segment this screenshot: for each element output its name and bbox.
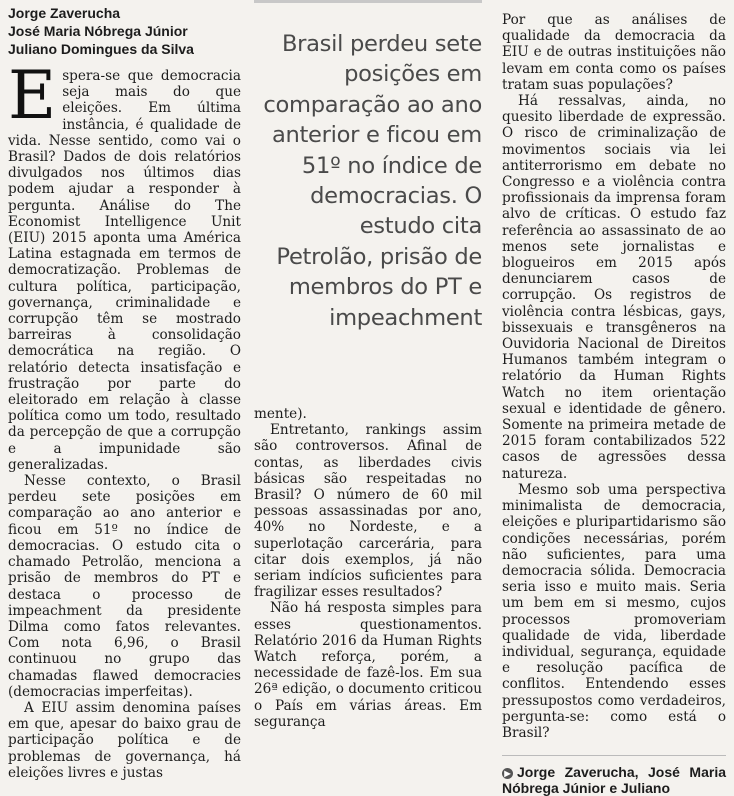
footer-authors-text: Jorge Zaverucha, José Maria Nóbrega Júnior e Juliano — [502, 764, 726, 796]
body-paragraph: Por que as análises de qualidade da democracia da EIU e de outras instituições não levam em conta como os países tratam suas populações? — [502, 12, 726, 93]
body-paragraph: Nesse contexto, o Brasil perdeu sete posições em comparação ao ano anterior e ficou em 51º no índice de democracias. O estudo cita o chamado Petrolão, menciona a prisão de membros do PT e destaca o processo de impeachment da presidente Dilma como fatos relevantes. Com nota 6,96, o Brasil continuou no grupo das chamadas flawed democracies (democracias imperfeitas). — [8, 473, 241, 700]
lead-paragraph — [8, 57, 241, 473]
author-block — [8, 0, 241, 58]
pull-quote-line: anterior e ficou em — [271, 122, 482, 149]
author-name: Jorge Zaverucha — [8, 5, 121, 21]
pull-quote-line: Petrolão, prisão de — [276, 243, 482, 270]
column-1 — [8, 0, 241, 781]
body-paragraph: Há ressalvas, ainda, no quesito liberdade de expressão. O risco de criminalização de movimentos sociais via lei antiterrorismo em debate no Congresso e a violência contra profissionais da imprensa foram alvo de críticas. O estudo faz referência ao assassinato de ao menos sete jornalistas e blogueiros em 2015 após denunciarem casos de corrupção. Os registros de violência contra lésbicas, gays, bissexuais e transgêneros na Ouvidoria Nacional de Direitos Humanos também integram o relatório da Human Rights Watch no item orientação sexual e identidade de gênero. Somente na primeira metade de 2015 foram contabilizados 522 casos de agressões dessa natureza. — [502, 93, 726, 482]
pull-quote-line: comparação ao ano — [263, 91, 482, 118]
lead-paragraph-text: spera-se que democracia seja mais do que eleições. Em última instância, é qualidade de vida. Nesse sentido, como vai o Brasil? Dados de dois relatórios divulgados nos últimos dias podem ajudar a responder à pergunta. Análise do The Economist Intelligence Unit (EIU) 2015 aponta uma América Latina estagnada em termos de democratização. Problemas de cultura política, participação, governança, criminalidade e corrupção têm se mostrado barreiras à consolidação democrática na região. O relatório detecta insatisfação e frustração por parte do eleitorado em relação à classe política como um todo, resultado da percepção de que a corrupção e a impunidade são generalizadas. — [8, 68, 241, 473]
pull-quote-line: impeachment — [329, 304, 482, 331]
body-paragraph: Mesmo sob uma perspectiva minimalista de democracia, eleições e pluripartidarismo são condições necessárias, porém não suficientes, para uma democracia sólida. Democracia seria isso e muito mais. Seria um bem em si mesmo, cujos processos promoveriam qualidade de vida, liberdade individual, segurança, equidade e resolução pacífica de conflitos. Entendendo esses pressupostos como verdadeiros, pergunta-se: como está o Brasil? — [502, 481, 726, 741]
pull-quote-line: posições em — [344, 61, 482, 88]
drop-cap: E — [8, 57, 57, 134]
pull-quote-line: democracias. O — [310, 183, 482, 210]
body-paragraph: Não há resposta simples para esses questionamentos. Relatório 2016 da Human Rights Watch reforça, porém, a necessidade de fazê-los. Em sua 26ª edição, o documento criticou o País em várias áreas. Em segurança — [254, 600, 482, 730]
pull-quote-line: membros do PT e — [288, 274, 482, 301]
pull-quote-line: Brasil perdeu sete — [281, 31, 482, 57]
arrow-right-icon: ▶ — [502, 768, 513, 779]
column-2 — [254, 0, 482, 730]
body-paragraph: A EIU assim denomina países em que, apesar do baixo grau de participação política e de problemas de governança, há eleições livres e justas — [8, 699, 241, 781]
pull-quote-line: 51º no índice de — [301, 152, 482, 179]
author-name: Juliano Domingues da Silva — [8, 41, 194, 57]
pull-quote-line: estudo cita — [359, 213, 482, 240]
column-3 — [502, 0, 726, 796]
author-name: José Maria Nóbrega Júnior — [8, 23, 188, 39]
body-paragraph: mente). — [254, 406, 307, 422]
footer-authors — [502, 755, 726, 796]
body-paragraph: Entretanto, rankings assim são controversos. Afinal de contas, as liberdades civis básicas são respeitadas no Brasil? O número de 60 mil pessoas assassinadas por ano, 40% no Nordeste, e a superlotação carcerária, para citar dois exemplos, já não seriam indícios suficientes para fragilizar esses resultados? — [254, 422, 482, 601]
